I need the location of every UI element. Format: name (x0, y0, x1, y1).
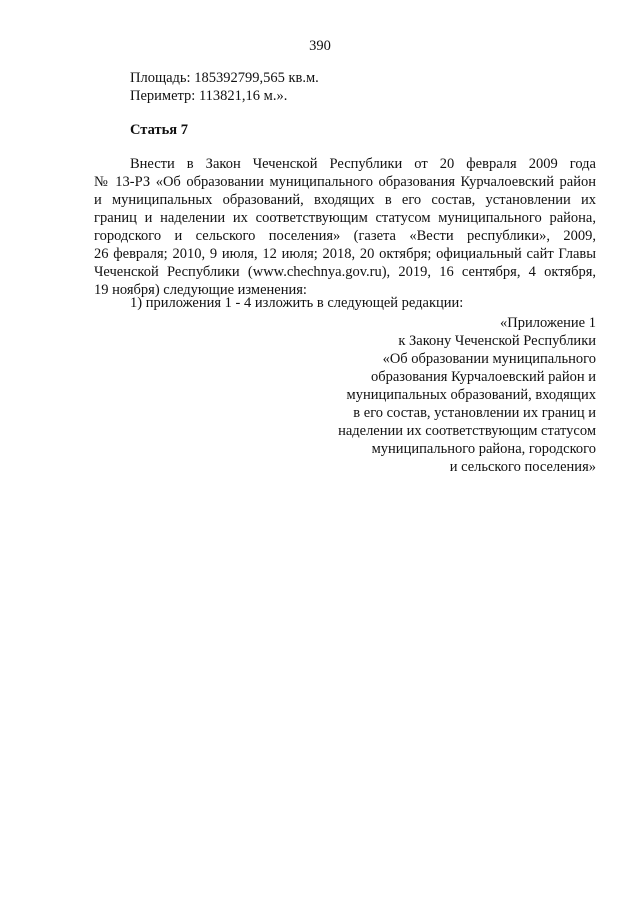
paragraph-line: 19 ноября) следующие изменения: (94, 282, 307, 298)
appendix-line: к Закону Чеченской Республики (398, 333, 596, 349)
appendix-line: в его состав, установлении их границ и (353, 405, 596, 421)
article-heading: Статья 7 (130, 122, 188, 138)
paragraph-line: 26 февраля; 2010, 9 июля, 12 июля; 2018, 20 октября; официальный сайт Главы (94, 246, 596, 262)
appendix-line: и сельского поселения» (449, 459, 596, 475)
appendix-line: «Приложение 1 (500, 315, 596, 331)
perimeter-line: Периметр: 113821,16 м.». (130, 88, 288, 104)
appendix-line: наделении их соответствующим статусом (338, 423, 596, 439)
area-line: Площадь: 185392799,565 кв.м. (130, 70, 319, 86)
paragraph-line: городского и сельского поселения» (газета «Вести республики», 2009, (94, 228, 596, 244)
paragraph-line: Внести в Закон Чеченской Республики от 20 февраля 2009 года (130, 156, 596, 172)
appendix-line: «Об образовании муниципального (382, 351, 596, 367)
paragraph-line: и муниципальных образований, входящих в его состав, установлении их (94, 192, 596, 208)
appendix-line: муниципального района, городского (371, 441, 596, 457)
list-item-text: 1) приложения 1 - 4 изложить в следующей редакции: (130, 295, 464, 311)
paragraph-line: № 13-РЗ «Об образовании муниципального образования Курчалоевский район (94, 174, 596, 190)
appendix-header (338, 314, 596, 476)
paragraph-line: Чеченской Республики (www.chechnya.gov.ru), 2019, 16 сентября, 4 октября, (94, 264, 596, 280)
area-perimeter-block (94, 69, 596, 105)
article-paragraph (94, 155, 596, 299)
appendix-line: муниципальных образований, входящих (346, 387, 596, 403)
page-number: 390 (309, 38, 331, 54)
paragraph-line: границ и наделении их соответствующим статусом муниципального района, (94, 210, 596, 226)
appendix-line: образования Курчалоевский район и (370, 369, 596, 385)
list-item-1 (94, 294, 596, 312)
